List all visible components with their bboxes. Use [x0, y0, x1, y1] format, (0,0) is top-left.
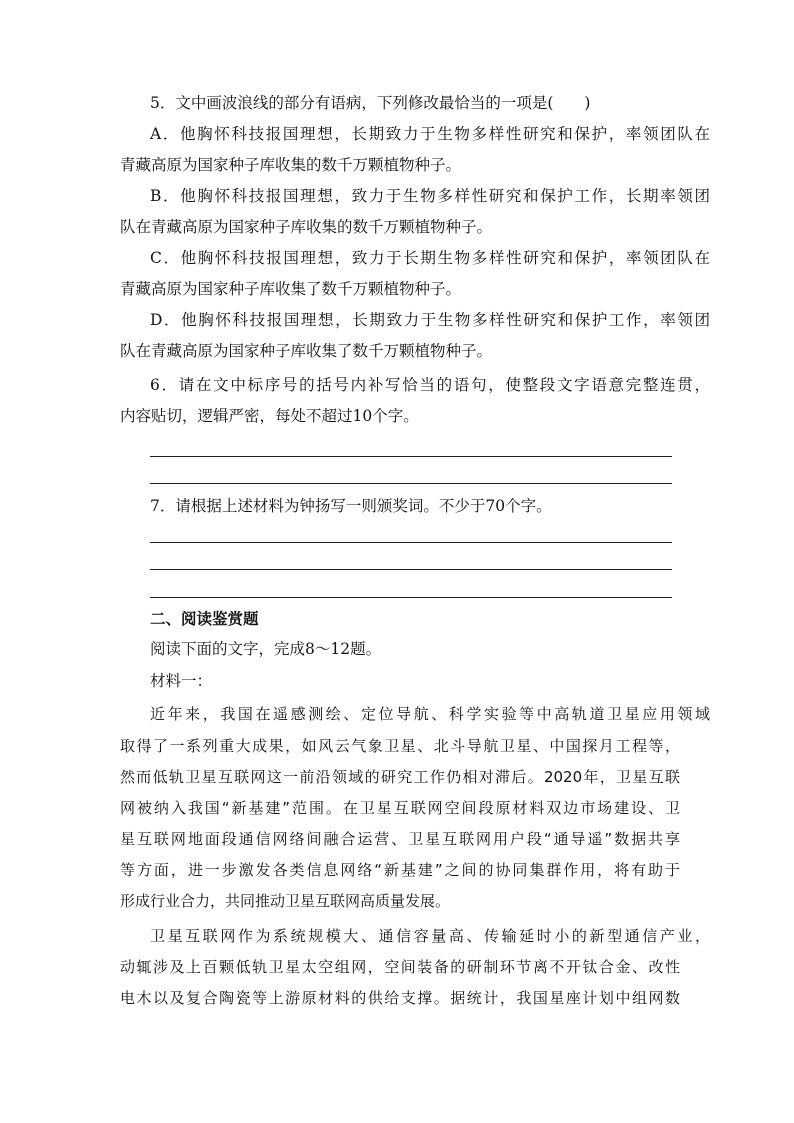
q5-option-d-line1: D．他胸怀科技报国理想，长期致力于生物多样性研究和保护工作，率领团: [150, 311, 710, 329]
q5-option-a-line1: A．他胸怀科技报国理想，长期致力于生物多样性研究和保护，率领团队在: [150, 125, 710, 143]
section-instruction: 阅读下面的文字，完成8～12题。: [150, 640, 382, 658]
answer-line[interactable]: [150, 456, 672, 457]
q7-stem: 7．请根据上述材料为钟扬写一则颁奖词。不少于70个字。: [150, 497, 552, 515]
q5-option-c-line2: 青藏高原为国家种子库收集了数千万颗植物种子。: [120, 280, 462, 298]
passage-line: 然而低轨卫星互联网这一前沿领域的研究工作仍相对滞后。2020年，卫星互联: [120, 768, 680, 786]
passage-line: 卫星互联网作为系统规模大、通信容量高、传输延时小的新型通信产业，: [150, 927, 710, 945]
q5-option-d-line2: 队在青藏高原为国家种子库收集了数千万颗植物种子。: [120, 342, 493, 360]
answer-line[interactable]: [150, 569, 672, 570]
answer-line[interactable]: [150, 597, 672, 598]
passage-line: 取得了一系列重大成果，如风云气象卫星、北斗导航卫星、中国探月工程等，: [120, 737, 680, 755]
q5-stem: 5．文中画波浪线的部分有语病，下列修改最恰当的一项是( ): [150, 94, 591, 112]
passage-line: 形成行业合力，共同推动卫星互联网高质量发展。: [120, 892, 451, 910]
q6-stem-line1: 6．请在文中标序号的括号内补写恰当的语句，使整段文字语意完整连贯，: [150, 376, 710, 394]
q5-option-b-line1: B．他胸怀科技报国理想，致力于生物多样性研究和保护工作，长期率领团: [150, 187, 710, 205]
q5-option-a-line2: 青藏高原为国家种子库收集的数千万颗植物种子。: [120, 156, 462, 174]
answer-line[interactable]: [150, 542, 672, 543]
passage-line: 等方面，进一步激发各类信息网络“新基建”之间的协同集群作用，将有助于: [120, 861, 680, 879]
material-label: 材料一：: [150, 672, 213, 690]
passage-line: 星互联网地面段通信网络间融合运营、卫星互联网用户段“通导遥”数据共享: [120, 830, 680, 848]
q5-option-c-line1: C．他胸怀科技报国理想，致力于长期生物多样性研究和保护，率领团队在: [150, 249, 710, 267]
q6-stem-line2: 内容贴切，逻辑严密，每处不超过10个字。: [120, 407, 419, 425]
section-title: 二、阅读鉴赏题: [150, 609, 259, 628]
passage-line: 网被纳入我国“新基建”范围。在卫星互联网空间段原材料双边市场建设、卫: [120, 799, 680, 817]
q5-option-b-line2: 队在青藏高原为国家种子库收集的数千万颗植物种子。: [120, 218, 493, 236]
passage-line: 近年来，我国在遥感测绘、定位导航、科学实验等中高轨道卫星应用领域: [150, 705, 710, 723]
passage-line: 电木以及复合陶瓷等上游原材料的供给支撑。据统计，我国星座计划中组网数: [120, 989, 680, 1007]
answer-line[interactable]: [150, 483, 672, 484]
passage-line: 动辄涉及上百颗低轨卫星太空组网，空间装备的研制环节离不开钛合金、改性: [120, 958, 680, 976]
